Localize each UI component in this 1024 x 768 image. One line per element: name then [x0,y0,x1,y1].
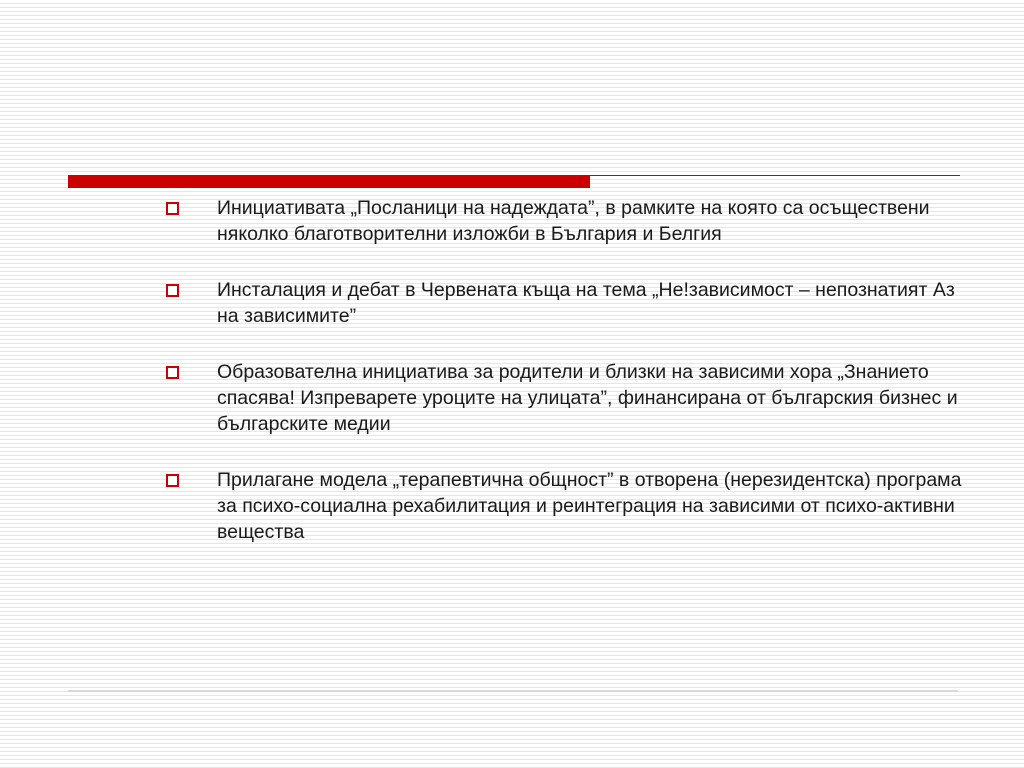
square-outline-icon [166,366,179,379]
bullet-text: Прилагане модела „терапевтична общност” в отворена (нерезидентска) програма за психо-социална рехабилитация и реинтеграция на зависими от психо-активни вещества [217,469,962,543]
bullet-text: Инсталация и дебат в Червената къща на тема „Не!зависимост – непознатият Аз на зависимите” [217,279,955,327]
top-accent-bar [68,175,590,188]
bullet-item [166,467,966,545]
square-outline-icon [166,202,179,215]
bullet-text: Образователна инициатива за родители и близки на зависими хора „Знанието спасява! Изпреварете уроците на улицата”, финансирана от българския бизнес и българските медии [217,361,958,435]
bullet-list [166,195,966,545]
bullet-item [166,359,966,437]
bullet-text: Инициативата „Посланици на надеждата”, в рамките на която са осъществени няколко благотворителни изложби в България и Белгия [217,197,930,245]
square-outline-icon [166,474,179,487]
square-outline-icon [166,284,179,297]
bullet-item [166,195,966,247]
bottom-divider-line [68,690,958,692]
bullet-item [166,277,966,329]
